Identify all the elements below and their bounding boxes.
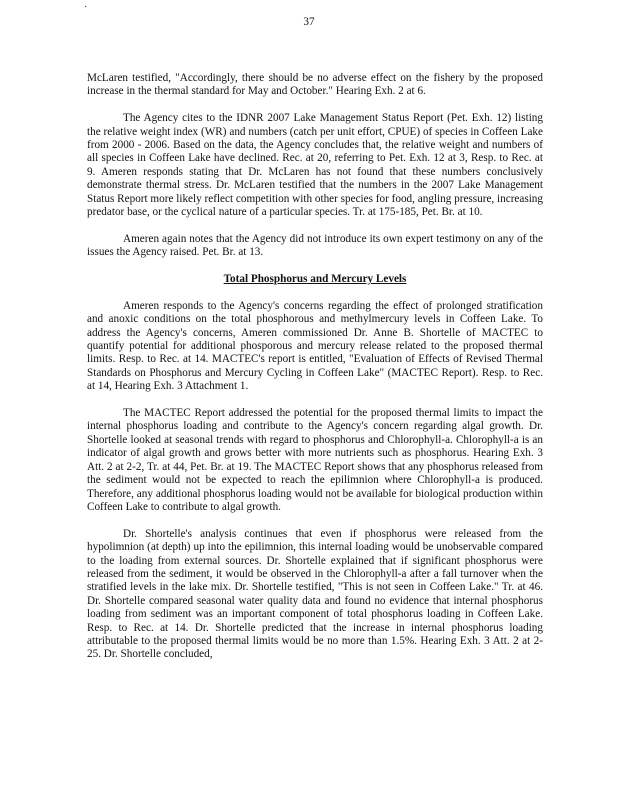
document-body [87, 72, 543, 675]
paragraph-mactec-report: The MACTEC Report addressed the potential for the proposed thermal limits to impact the internal phosphorus loading and contribute to the Agency's concern regarding algal growth. Dr. Shortelle looked at seasonal trends with regard to phosphorus and Chlorophyll-a. Chlorophyll-a is an indicator of algal growth and grows better with more nutrients such as phosphorus. Hearing Exh. 3 Att. 2 at 2-2, Tr. at 44, Pet. Br. at 19. The MACTEC Report shows that any phosphorus released from the sediment would not be expected to reach the epilimnion where Chlorophyll-a is produced. Therefore, any additional phosphorus loading would not be available for biological production within Coffeen Lake to contribute to algal growth. [87, 407, 543, 513]
paragraph-shortelle-analysis: Dr. Shortelle's analysis continues that even if phosphorus were released from the hypolimnion (at depth) up into the epilimnion, this internal loading would be unobservable compared to the loading from external sources. Dr. Shortelle explained that if significant phosphorus were released from the sediment, it would be observed in the Chlorophyll-a after a fall turnover when the stratified levels in the lake mix. Dr. Shortelle testified, "This is not seen in Coffeen Lake." Tr. at 46. Dr. Shortelle compared seasonal water quality data and found no evidence that internal phosphorus loading from sediment was an important component of total phosphorus loading in Coffeen Lake. Resp. to Rec. at 14. Dr. Shortelle predicted that the increase in internal phosphorus loading attributable to the proposed thermal limits would be no more than 1.5%. Hearing Exh. 3 Att. 2 at 2-25. Dr. Shortelle concluded, [87, 527, 543, 661]
paragraph-idnr-report: The Agency cites to the IDNR 2007 Lake Management Status Report (Pet. Exh. 12) listing the relative weight index (WR) and numbers (catch per unit effort, CPUE) of species in Coffeen Lake from 2000 - 2006. Based on the data, the Agency concludes that, the relative weight and numbers of all species in Coffeen Lake have declined. Rec. at 20, referring to Pet. Exh. 12 at 3, Resp. to Rec. at 9. Ameren responds stating that Dr. McLaren has not found that these numbers conclusively demonstrate thermal stress. Dr. McLaren testified that the numbers in the 2007 Lake Management Status Report more likely reflect competition with other species for food, angling pressure, increasing predator base, or the cyclical nature of a particular species. Tr. at 175-185, Pet. Br. at 10. [87, 112, 543, 219]
section-heading: Total Phosphorus and Mercury Levels [223, 273, 407, 286]
paragraph-mclaren-quote: McLaren testified, "Accordingly, there should be no adverse effect on the fishery by the proposed increase in the thermal standard for May and October." Hearing Exh. 2 at 6. [87, 72, 543, 98]
corner-mark: ˙ [84, 5, 88, 16]
paragraph-no-expert-testimony: Ameren again notes that the Agency did not introduce its own expert testimony on any of the issues the Agency raised. Pet. Br. at 13. [87, 232, 543, 259]
page-number: 37 [303, 16, 315, 28]
paragraph-mactec-commission: Ameren responds to the Agency's concerns regarding the effect of prolonged stratification and anoxic conditions on the total phosphorous and methylmercury levels in Coffeen Lake. To address the Agency's concerns, Ameren commissioned Dr. Anne B. Shortelle of MACTEC to quantify potential for additional phosporous and mercury release related to the proposed thermal limits. Resp. to Rec. at 14. MACTEC's report is entitled, "Evaluation of Effects of Revised Thermal Standards on Phosphorus and Mercury Cycling in Coffeen Lake" (MACTEC Report). Resp. to Rec. at 14, Hearing Exh. 3 Attachment 1. [87, 299, 543, 393]
